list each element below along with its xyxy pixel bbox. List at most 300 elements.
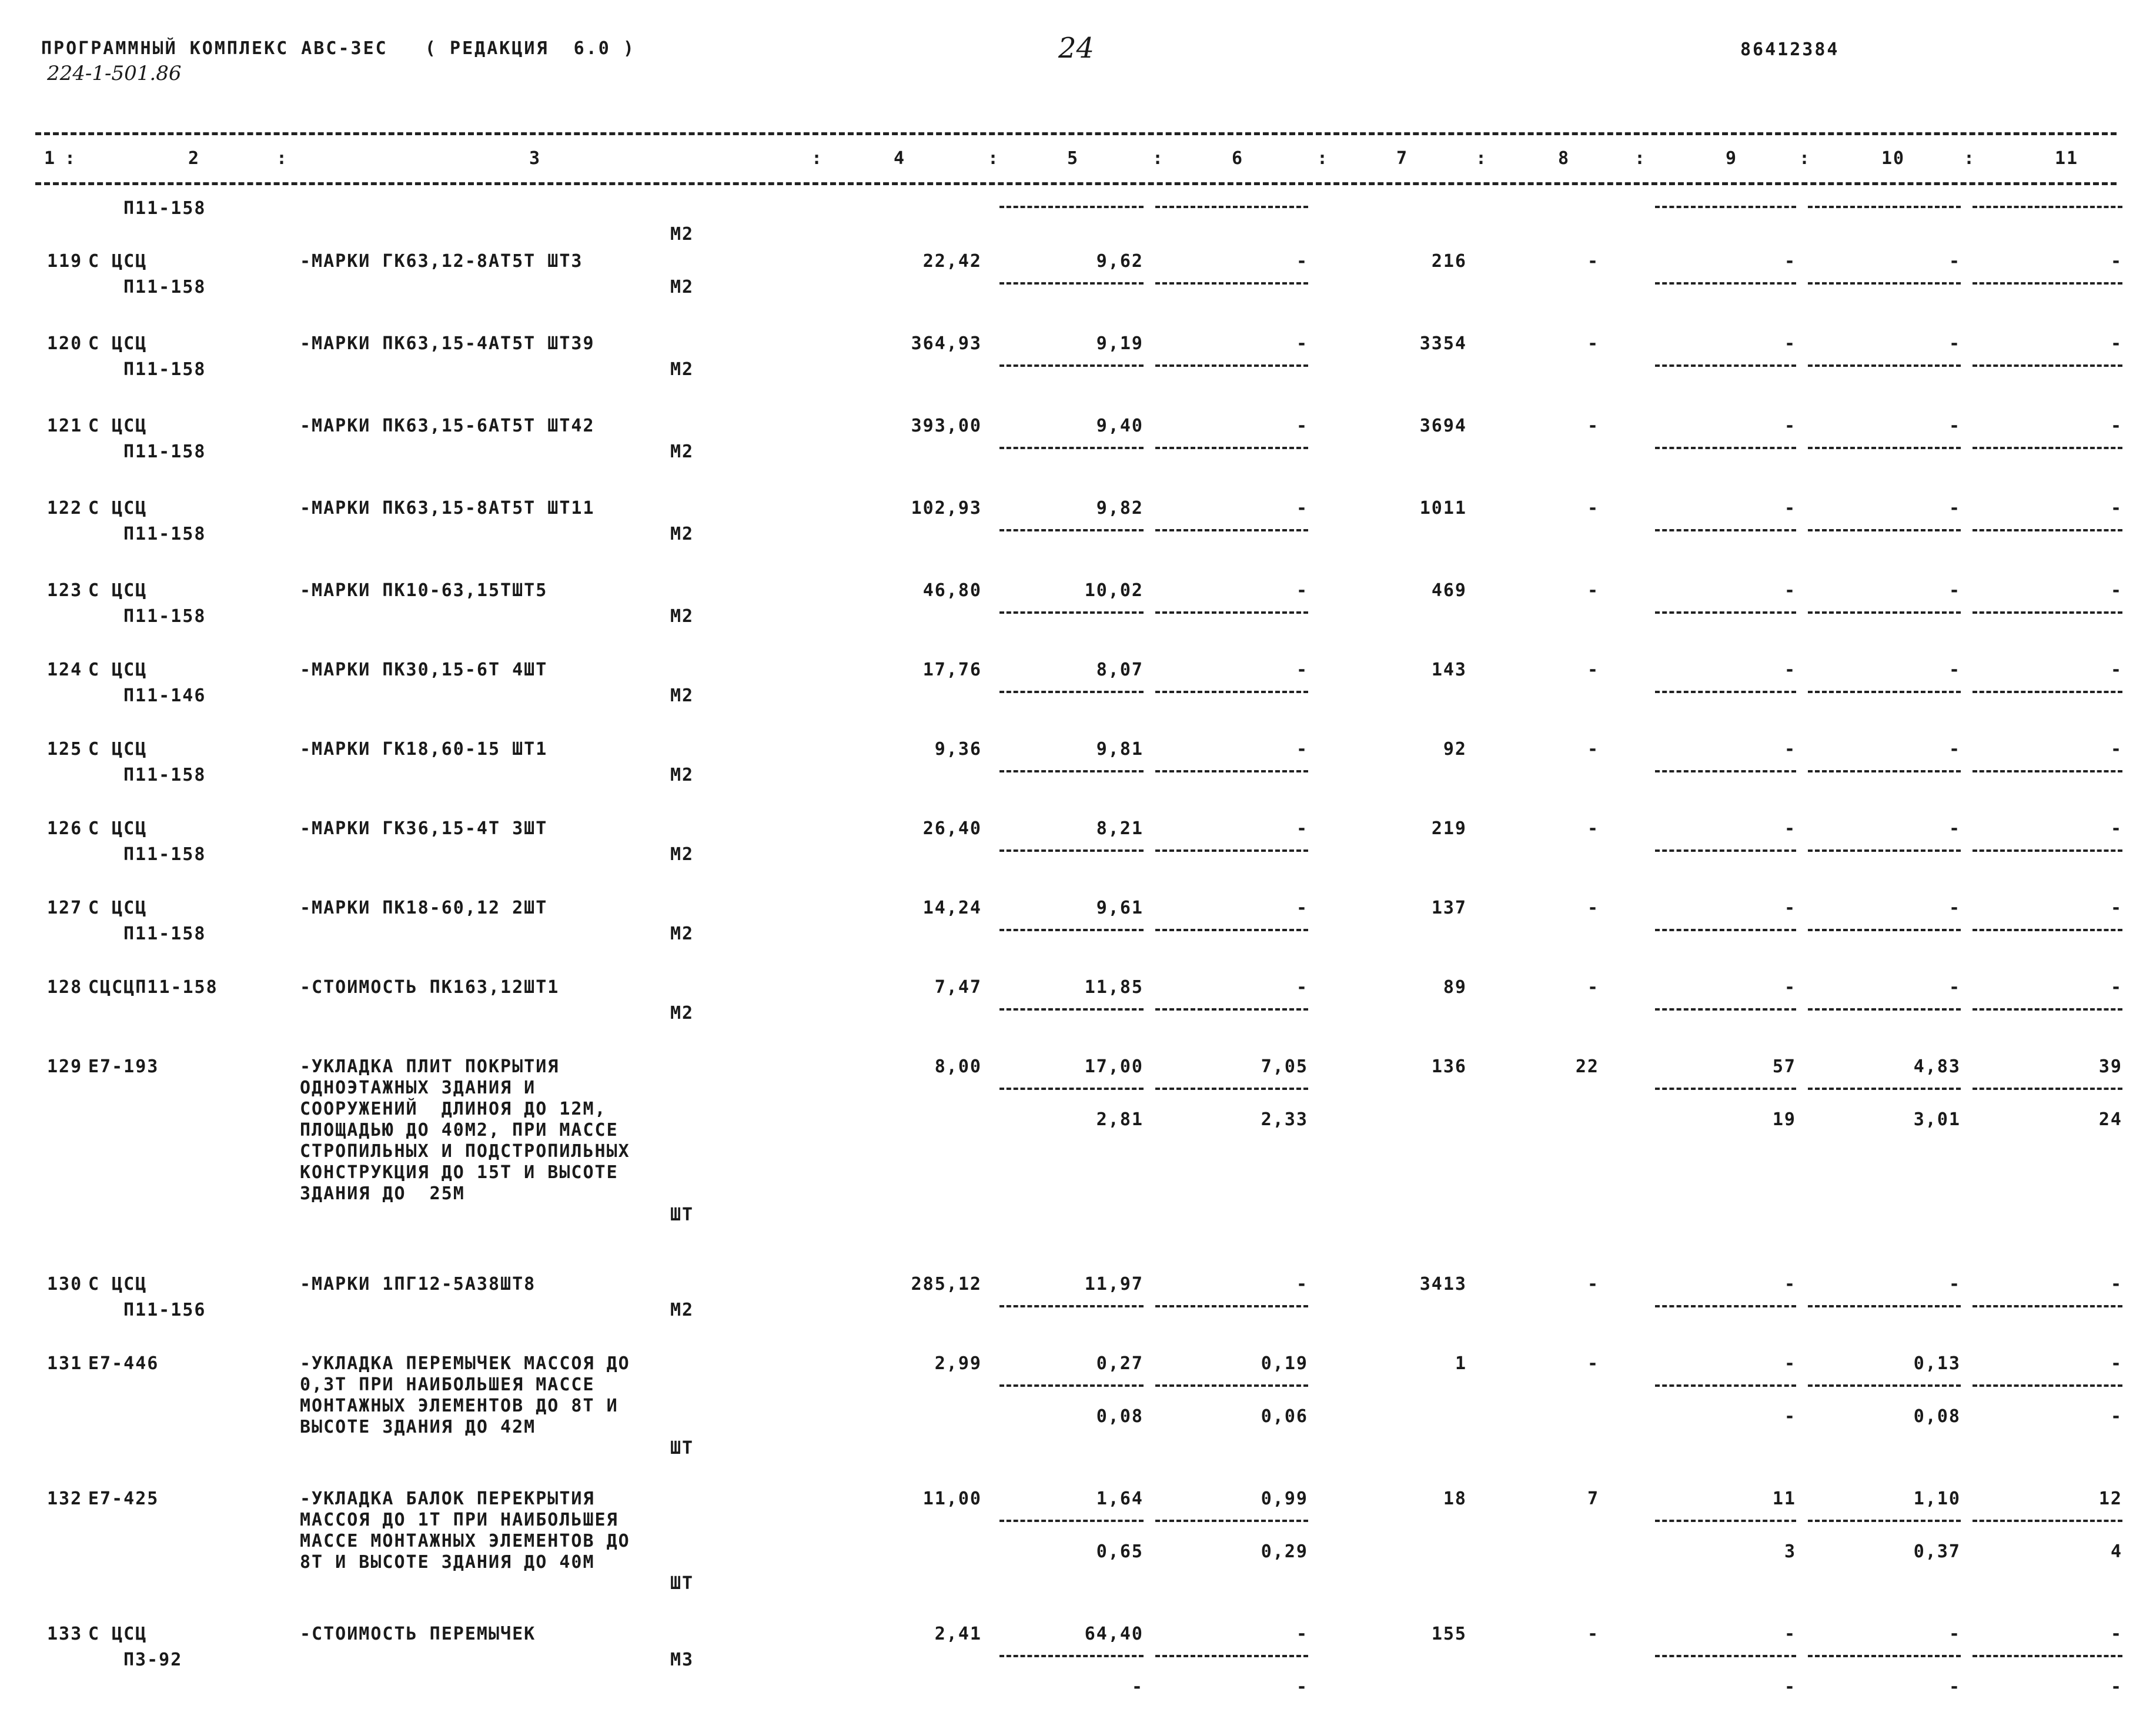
total-machines: -: [1784, 498, 1796, 519]
total-machines-wages: -: [1784, 1677, 1796, 1697]
subtotal-rule: [1973, 447, 2122, 449]
total-machines: 11: [1772, 1489, 1796, 1509]
labour-hours-machines: 0,08: [1913, 1406, 1961, 1427]
subtotal-rule: [999, 282, 1144, 285]
work-description: МОНТАЖНЫХ ЭЛЕМЕНТОВ ДО 8Т И: [300, 1396, 619, 1416]
labour-total: -: [2110, 251, 2122, 272]
unit-cost-total: 9,61: [1096, 898, 1144, 918]
resource-code: С ЦСЦ: [88, 660, 148, 680]
unit-cost-total: 9,19: [1096, 333, 1144, 354]
quantity: 26,40: [922, 818, 982, 839]
labour-total: -: [2110, 1274, 2122, 1295]
subtotal-rule: [1808, 1520, 1961, 1522]
price-reference: П11-158: [123, 524, 206, 544]
resource-code: С ЦСЦ: [88, 1274, 148, 1295]
document-code: 224-1-501.86: [47, 62, 182, 85]
work-description: -МАРКИ ПК63,15-8АТ5Т ШТ11: [300, 498, 595, 519]
unit-cost-machines: -: [1296, 333, 1308, 354]
labour-hours: -: [1948, 1624, 1961, 1644]
unit-cost-total: 9,62: [1096, 251, 1144, 272]
work-description: СТРОПИЛЬНЫХ И ПОДСТРОПИЛЬНЫХ: [300, 1141, 630, 1162]
price-reference: П11-158: [123, 844, 206, 865]
subtotal-rule: [1973, 691, 2122, 693]
unit: М2: [670, 924, 694, 944]
column-separator: :: [1317, 148, 1329, 169]
total-machines: -: [1784, 580, 1796, 601]
unit-cost-machines: 0,99: [1261, 1489, 1308, 1509]
subtotal-rule: [1973, 1655, 2122, 1657]
subtotal-rule: [1655, 364, 1796, 367]
price-reference: П3-92: [123, 1650, 183, 1670]
subtotal-rule: [1973, 1008, 2122, 1011]
total-cost: 469: [1431, 580, 1467, 601]
unit-cost-total: 64,40: [1084, 1624, 1144, 1644]
total-cost: 3694: [1419, 416, 1467, 436]
labour-hours-machines: 0,37: [1913, 1541, 1961, 1562]
total-wages: -: [1587, 1274, 1599, 1295]
column-separator: :: [1799, 148, 1811, 169]
labour-total: -: [2110, 977, 2122, 998]
subtotal-rule: [1973, 364, 2122, 367]
subtotal-rule: [999, 364, 1144, 367]
resource-code: Е7-425: [88, 1489, 159, 1509]
quantity: 9,36: [934, 739, 982, 760]
total-cost: 137: [1431, 898, 1467, 918]
subtotal-rule: [1973, 206, 2122, 208]
price-reference: П11-158: [123, 765, 206, 785]
quantity: 102,93: [911, 498, 982, 519]
labour-total: -: [2110, 580, 2122, 601]
column-number: 11: [2055, 148, 2079, 169]
unit-cost-machines: -: [1296, 416, 1308, 436]
work-description: ЗДАНИЯ ДО 25М: [300, 1183, 465, 1204]
labour-hours-machines: -: [1948, 1677, 1961, 1697]
unit: ШТ: [670, 1573, 694, 1594]
labour-hours: -: [1948, 1274, 1961, 1295]
subtotal-rule: [1973, 929, 2122, 931]
row-number: 132: [47, 1489, 83, 1509]
labour-hours: -: [1948, 498, 1961, 519]
resource-code: С ЦСЦ: [88, 739, 148, 760]
subtotal-rule: [1155, 282, 1308, 285]
subtotal-rule: [1655, 849, 1796, 852]
work-description: -СТОИМОСТЬ ПК163,12ШТ1: [300, 977, 560, 998]
labour-hours: 4,83: [1913, 1056, 1961, 1077]
subtotal-rule: [999, 1305, 1144, 1307]
subtotal-rule: [999, 691, 1144, 693]
labour-total: -: [2110, 1624, 2122, 1644]
unit-cost-machines-wages: -: [1296, 1677, 1308, 1697]
subtotal-rule: [1155, 770, 1308, 772]
work-description: -МАРКИ ГК36,15-4Т 3ШТ: [300, 818, 548, 839]
unit: М2: [670, 765, 694, 785]
row-number: 127: [47, 898, 83, 918]
total-wages: -: [1587, 739, 1599, 760]
labour-total: -: [2110, 660, 2122, 680]
total-cost: 3413: [1419, 1274, 1467, 1295]
subtotal-rule: [1808, 691, 1961, 693]
unit-cost-total: 11,85: [1084, 977, 1144, 998]
subtotal-rule: [1655, 1655, 1796, 1657]
subtotal-rule: [1808, 447, 1961, 449]
column-separator: :: [276, 148, 289, 169]
subtotal-rule: [1655, 611, 1796, 614]
subtotal-rule: [1973, 770, 2122, 772]
work-description: -МАРКИ ГК18,60-15 ШТ1: [300, 739, 548, 760]
subtotal-rule: [1655, 1088, 1796, 1090]
subtotal-rule: [1655, 929, 1796, 931]
subtotal-rule: [999, 206, 1144, 208]
work-description: -МАРКИ ПК30,15-6Т 4ШТ: [300, 660, 548, 680]
labour-hours: -: [1948, 333, 1961, 354]
total-wages: -: [1587, 1624, 1599, 1644]
row-number: 126: [47, 818, 83, 839]
subtotal-rule: [999, 1655, 1144, 1657]
total-cost: 155: [1431, 1624, 1467, 1644]
total-wages: -: [1587, 898, 1599, 918]
header-rule: [35, 182, 2117, 185]
row-number: 133: [47, 1624, 83, 1644]
subtotal-rule: [1155, 929, 1308, 931]
quantity: 14,24: [922, 898, 982, 918]
unit-cost-machines: -: [1296, 739, 1308, 760]
row-number: 119: [47, 251, 83, 272]
work-description: 0,3Т ПРИ НАИБОЛЬШЕЯ МАССЕ: [300, 1374, 595, 1395]
unit: М2: [670, 359, 694, 380]
subtotal-rule: [1655, 447, 1796, 449]
subtotal-rule: [1973, 282, 2122, 285]
subtotal-rule: [1655, 1384, 1796, 1387]
work-description: -МАРКИ ПК63,15-6АТ5Т ШТ42: [300, 416, 595, 436]
unit-cost-machines: -: [1296, 498, 1308, 519]
labour-hours: -: [1948, 739, 1961, 760]
total-cost: 1011: [1419, 498, 1467, 519]
subtotal-rule: [999, 1520, 1144, 1522]
row-number: 120: [47, 333, 83, 354]
column-separator: :: [65, 148, 77, 169]
unit: ШТ: [670, 1205, 694, 1225]
subtotal-rule: [1808, 364, 1961, 367]
unit: М2: [670, 441, 694, 462]
unit: М2: [670, 606, 694, 627]
total-machines: -: [1784, 1624, 1796, 1644]
total-cost: 92: [1443, 739, 1467, 760]
work-description: -УКЛАДКА ПЕРЕМЫЧЕК МАССОЯ ДО: [300, 1353, 630, 1374]
subtotal-rule: [1808, 1305, 1961, 1307]
subtotal-rule: [1655, 529, 1796, 531]
price-reference: П11-158: [123, 198, 206, 219]
total-machines: -: [1784, 898, 1796, 918]
subtotal-rule: [1155, 1384, 1308, 1387]
total-wages: -: [1587, 660, 1599, 680]
quantity: 17,76: [922, 660, 982, 680]
work-description: -СТОИМОСТЬ ПЕРЕМЫЧЕК: [300, 1624, 536, 1644]
subtotal-rule: [1155, 1088, 1308, 1090]
unit-cost-machines: -: [1296, 251, 1308, 272]
labour-total: -: [2110, 416, 2122, 436]
subtotal-rule: [1155, 1520, 1308, 1522]
work-description: МАССЕ МОНТАЖНЫХ ЭЛЕМЕНТОВ ДО: [300, 1531, 630, 1551]
labour-total-machines: -: [2110, 1677, 2122, 1697]
price-reference: П11-146: [123, 685, 206, 706]
unit-cost-total: 0,27: [1096, 1353, 1144, 1374]
subtotal-rule: [1655, 282, 1796, 285]
resource-code: СЦСЦП11-158: [88, 977, 218, 998]
top-rule: [35, 132, 2117, 135]
price-reference: П11-158: [123, 924, 206, 944]
subtotal-rule: [1808, 1655, 1961, 1657]
unit-cost-machines: -: [1296, 580, 1308, 601]
work-description: 8Т И ВЫСОТЕ ЗДАНИЯ ДО 40М: [300, 1552, 595, 1573]
column-number: 10: [1881, 148, 1905, 169]
resource-code: С ЦСЦ: [88, 580, 148, 601]
resource-code: Е7-446: [88, 1353, 159, 1374]
subtotal-rule: [1808, 529, 1961, 531]
subtotal-rule: [1155, 691, 1308, 693]
unit: М2: [670, 277, 694, 297]
labour-total: -: [2110, 898, 2122, 918]
unit-cost-machines: 7,05: [1261, 1056, 1308, 1077]
labour-hours-machines: 3,01: [1913, 1109, 1961, 1130]
unit-cost-wages: 0,65: [1096, 1541, 1144, 1562]
column-separator: :: [1476, 148, 1488, 169]
subtotal-rule: [1155, 1655, 1308, 1657]
total-machines-wages: 3: [1784, 1541, 1796, 1562]
row-number: 122: [47, 498, 83, 519]
unit-cost-wages: 2,81: [1096, 1109, 1144, 1130]
total-cost: 219: [1431, 818, 1467, 839]
subtotal-rule: [1655, 770, 1796, 772]
subtotal-rule: [1155, 206, 1308, 208]
subtotal-rule: [1973, 849, 2122, 852]
labour-hours: -: [1948, 416, 1961, 436]
unit: М2: [670, 524, 694, 544]
subtotal-rule: [1808, 1088, 1961, 1090]
unit-cost-machines: -: [1296, 1274, 1308, 1295]
unit-cost-total: 1,64: [1096, 1489, 1144, 1509]
work-description: МАССОЯ ДО 1Т ПРИ НАИБОЛЬШЕЯ: [300, 1510, 619, 1530]
unit-cost-wages: 0,08: [1096, 1406, 1144, 1427]
unit-cost-total: 9,81: [1096, 739, 1144, 760]
row-number: 129: [47, 1056, 83, 1077]
subtotal-rule: [1655, 206, 1796, 208]
labour-total: 12: [2098, 1489, 2122, 1509]
unit-cost-total: 10,02: [1084, 580, 1144, 601]
labour-total: -: [2110, 333, 2122, 354]
total-cost: 136: [1431, 1056, 1467, 1077]
subtotal-rule: [1973, 1384, 2122, 1387]
work-description: -МАРКИ ПК63,15-4АТ5Т ШТ39: [300, 333, 595, 354]
subtotal-rule: [999, 770, 1144, 772]
subtotal-rule: [999, 929, 1144, 931]
subtotal-rule: [1973, 1520, 2122, 1522]
resource-code: С ЦСЦ: [88, 251, 148, 272]
total-cost: 18: [1443, 1489, 1467, 1509]
subtotal-rule: [999, 611, 1144, 614]
work-description: ПЛОЩАДЬЮ ДО 40М2, ПРИ МАССЕ: [300, 1120, 619, 1140]
total-cost: 89: [1443, 977, 1467, 998]
work-description: -МАРКИ ПК18-60,12 2ШТ: [300, 898, 548, 918]
row-number: 125: [47, 739, 83, 760]
subtotal-rule: [1655, 1008, 1796, 1011]
price-reference: П11-158: [123, 359, 206, 380]
column-separator: :: [811, 148, 824, 169]
subtotal-rule: [1655, 691, 1796, 693]
unit: М2: [670, 844, 694, 865]
resource-code: С ЦСЦ: [88, 498, 148, 519]
total-machines: -: [1784, 416, 1796, 436]
quantity: 7,47: [934, 977, 982, 998]
unit: М2: [670, 1003, 694, 1023]
labour-hours: -: [1948, 660, 1961, 680]
unit-cost-wages: -: [1131, 1677, 1144, 1697]
subtotal-rule: [1808, 1384, 1961, 1387]
work-description: ОДНОЭТАЖНЫХ ЗДАНИЯ И: [300, 1078, 536, 1098]
unit: М3: [670, 1650, 694, 1670]
total-machines: -: [1784, 977, 1796, 998]
subtotal-rule: [999, 849, 1144, 852]
subtotal-rule: [1808, 611, 1961, 614]
total-cost: 143: [1431, 660, 1467, 680]
labour-total-machines: 4: [2110, 1541, 2122, 1562]
total-cost: 3354: [1419, 333, 1467, 354]
unit-cost-machines: 0,19: [1261, 1353, 1308, 1374]
labour-hours: -: [1948, 251, 1961, 272]
column-separator: :: [1152, 148, 1165, 169]
total-machines-wages: 19: [1772, 1109, 1796, 1130]
total-wages: -: [1587, 498, 1599, 519]
resource-code: Е7-193: [88, 1056, 159, 1077]
total-wages: -: [1587, 977, 1599, 998]
unit-cost-machines: -: [1296, 898, 1308, 918]
subtotal-rule: [999, 1384, 1144, 1387]
resource-code: С ЦСЦ: [88, 416, 148, 436]
total-machines: 57: [1772, 1056, 1796, 1077]
resource-code: С ЦСЦ: [88, 1624, 148, 1644]
quantity: 2,41: [934, 1624, 982, 1644]
subtotal-rule: [999, 1008, 1144, 1011]
column-separator: :: [1964, 148, 1976, 169]
unit: М2: [670, 224, 694, 245]
work-description: -УКЛАДКА ПЛИТ ПОКРЫТИЯ: [300, 1056, 560, 1077]
subtotal-rule: [1808, 849, 1961, 852]
subtotal-rule: [1155, 529, 1308, 531]
total-machines: -: [1784, 333, 1796, 354]
subtotal-rule: [1655, 1520, 1796, 1522]
subtotal-rule: [1155, 611, 1308, 614]
subtotal-rule: [1155, 447, 1308, 449]
total-machines: -: [1784, 1353, 1796, 1374]
unit-cost-total: 9,40: [1096, 416, 1144, 436]
subtotal-rule: [999, 529, 1144, 531]
column-number: 7: [1396, 148, 1409, 169]
work-description: -МАРКИ ПК10-63,15ТШТ5: [300, 580, 548, 601]
labour-hours: -: [1948, 898, 1961, 918]
quantity: 2,99: [934, 1353, 982, 1374]
subtotal-rule: [1155, 1305, 1308, 1307]
column-separator: :: [1634, 148, 1647, 169]
total-wages: -: [1587, 1353, 1599, 1374]
unit-cost-total: 8,07: [1096, 660, 1144, 680]
subtotal-rule: [1808, 1008, 1961, 1011]
row-number: 124: [47, 660, 83, 680]
labour-hours: 1,10: [1913, 1489, 1961, 1509]
total-wages: -: [1587, 251, 1599, 272]
subtotal-rule: [1973, 611, 2122, 614]
labour-total-machines: 24: [2098, 1109, 2122, 1130]
quantity: 364,93: [911, 333, 982, 354]
column-number: 6: [1232, 148, 1244, 169]
unit-cost-machines: -: [1296, 977, 1308, 998]
column-number: 8: [1558, 148, 1570, 169]
subtotal-rule: [1808, 770, 1961, 772]
labour-hours: -: [1948, 977, 1961, 998]
unit-cost-machines: -: [1296, 1624, 1308, 1644]
unit-cost-total: 11,97: [1084, 1274, 1144, 1295]
column-number: 9: [1726, 148, 1738, 169]
quantity: 8,00: [934, 1056, 982, 1077]
subtotal-rule: [1973, 1305, 2122, 1307]
resource-code: С ЦСЦ: [88, 898, 148, 918]
unit-cost-total: 8,21: [1096, 818, 1144, 839]
unit-cost-machines-wages: 0,29: [1261, 1541, 1308, 1562]
row-number: 130: [47, 1274, 83, 1295]
subtotal-rule: [1655, 1305, 1796, 1307]
quantity: 393,00: [911, 416, 982, 436]
unit-cost-machines: -: [1296, 660, 1308, 680]
subtotal-rule: [1973, 529, 2122, 531]
total-machines: -: [1784, 660, 1796, 680]
work-description: КОНСТРУКЦИЯ ДО 15Т И ВЫСОТЕ: [300, 1162, 619, 1183]
unit: М2: [670, 1300, 694, 1320]
unit-cost-total: 9,82: [1096, 498, 1144, 519]
total-cost: 1: [1455, 1353, 1467, 1374]
total-machines: -: [1784, 1274, 1796, 1295]
column-number: 4: [894, 148, 906, 169]
subtotal-rule: [1155, 1008, 1308, 1011]
total-machines: -: [1784, 251, 1796, 272]
price-reference: П11-158: [123, 441, 206, 462]
subtotal-rule: [1155, 849, 1308, 852]
row-number: 128: [47, 977, 83, 998]
column-separator: :: [988, 148, 1000, 169]
total-machines: -: [1784, 818, 1796, 839]
resource-code: С ЦСЦ: [88, 818, 148, 839]
total-cost: 216: [1431, 251, 1467, 272]
resource-code: С ЦСЦ: [88, 333, 148, 354]
work-description: -МАРКИ 1ПГ12-5АЗ8ШТ8: [300, 1274, 536, 1295]
quantity: 285,12: [911, 1274, 982, 1295]
report-code: 86412384: [1740, 39, 1840, 60]
unit-cost-machines-wages: 0,06: [1261, 1406, 1308, 1427]
labour-hours: 0,13: [1913, 1353, 1961, 1374]
price-reference: П11-156: [123, 1300, 206, 1320]
quantity: 46,80: [922, 580, 982, 601]
work-description: СООРУЖЕНИЙ ДЛИНОЯ ДО 12М,: [300, 1099, 607, 1119]
total-wages: -: [1587, 333, 1599, 354]
total-machines: -: [1784, 739, 1796, 760]
unit-cost-machines-wages: 2,33: [1261, 1109, 1308, 1130]
labour-total: -: [2110, 739, 2122, 760]
subtotal-rule: [1808, 282, 1961, 285]
row-number: 121: [47, 416, 83, 436]
total-wages: -: [1587, 416, 1599, 436]
total-machines-wages: -: [1784, 1406, 1796, 1427]
total-wages: -: [1587, 818, 1599, 839]
row-number: 131: [47, 1353, 83, 1374]
subtotal-rule: [999, 1088, 1144, 1090]
total-wages: -: [1587, 580, 1599, 601]
